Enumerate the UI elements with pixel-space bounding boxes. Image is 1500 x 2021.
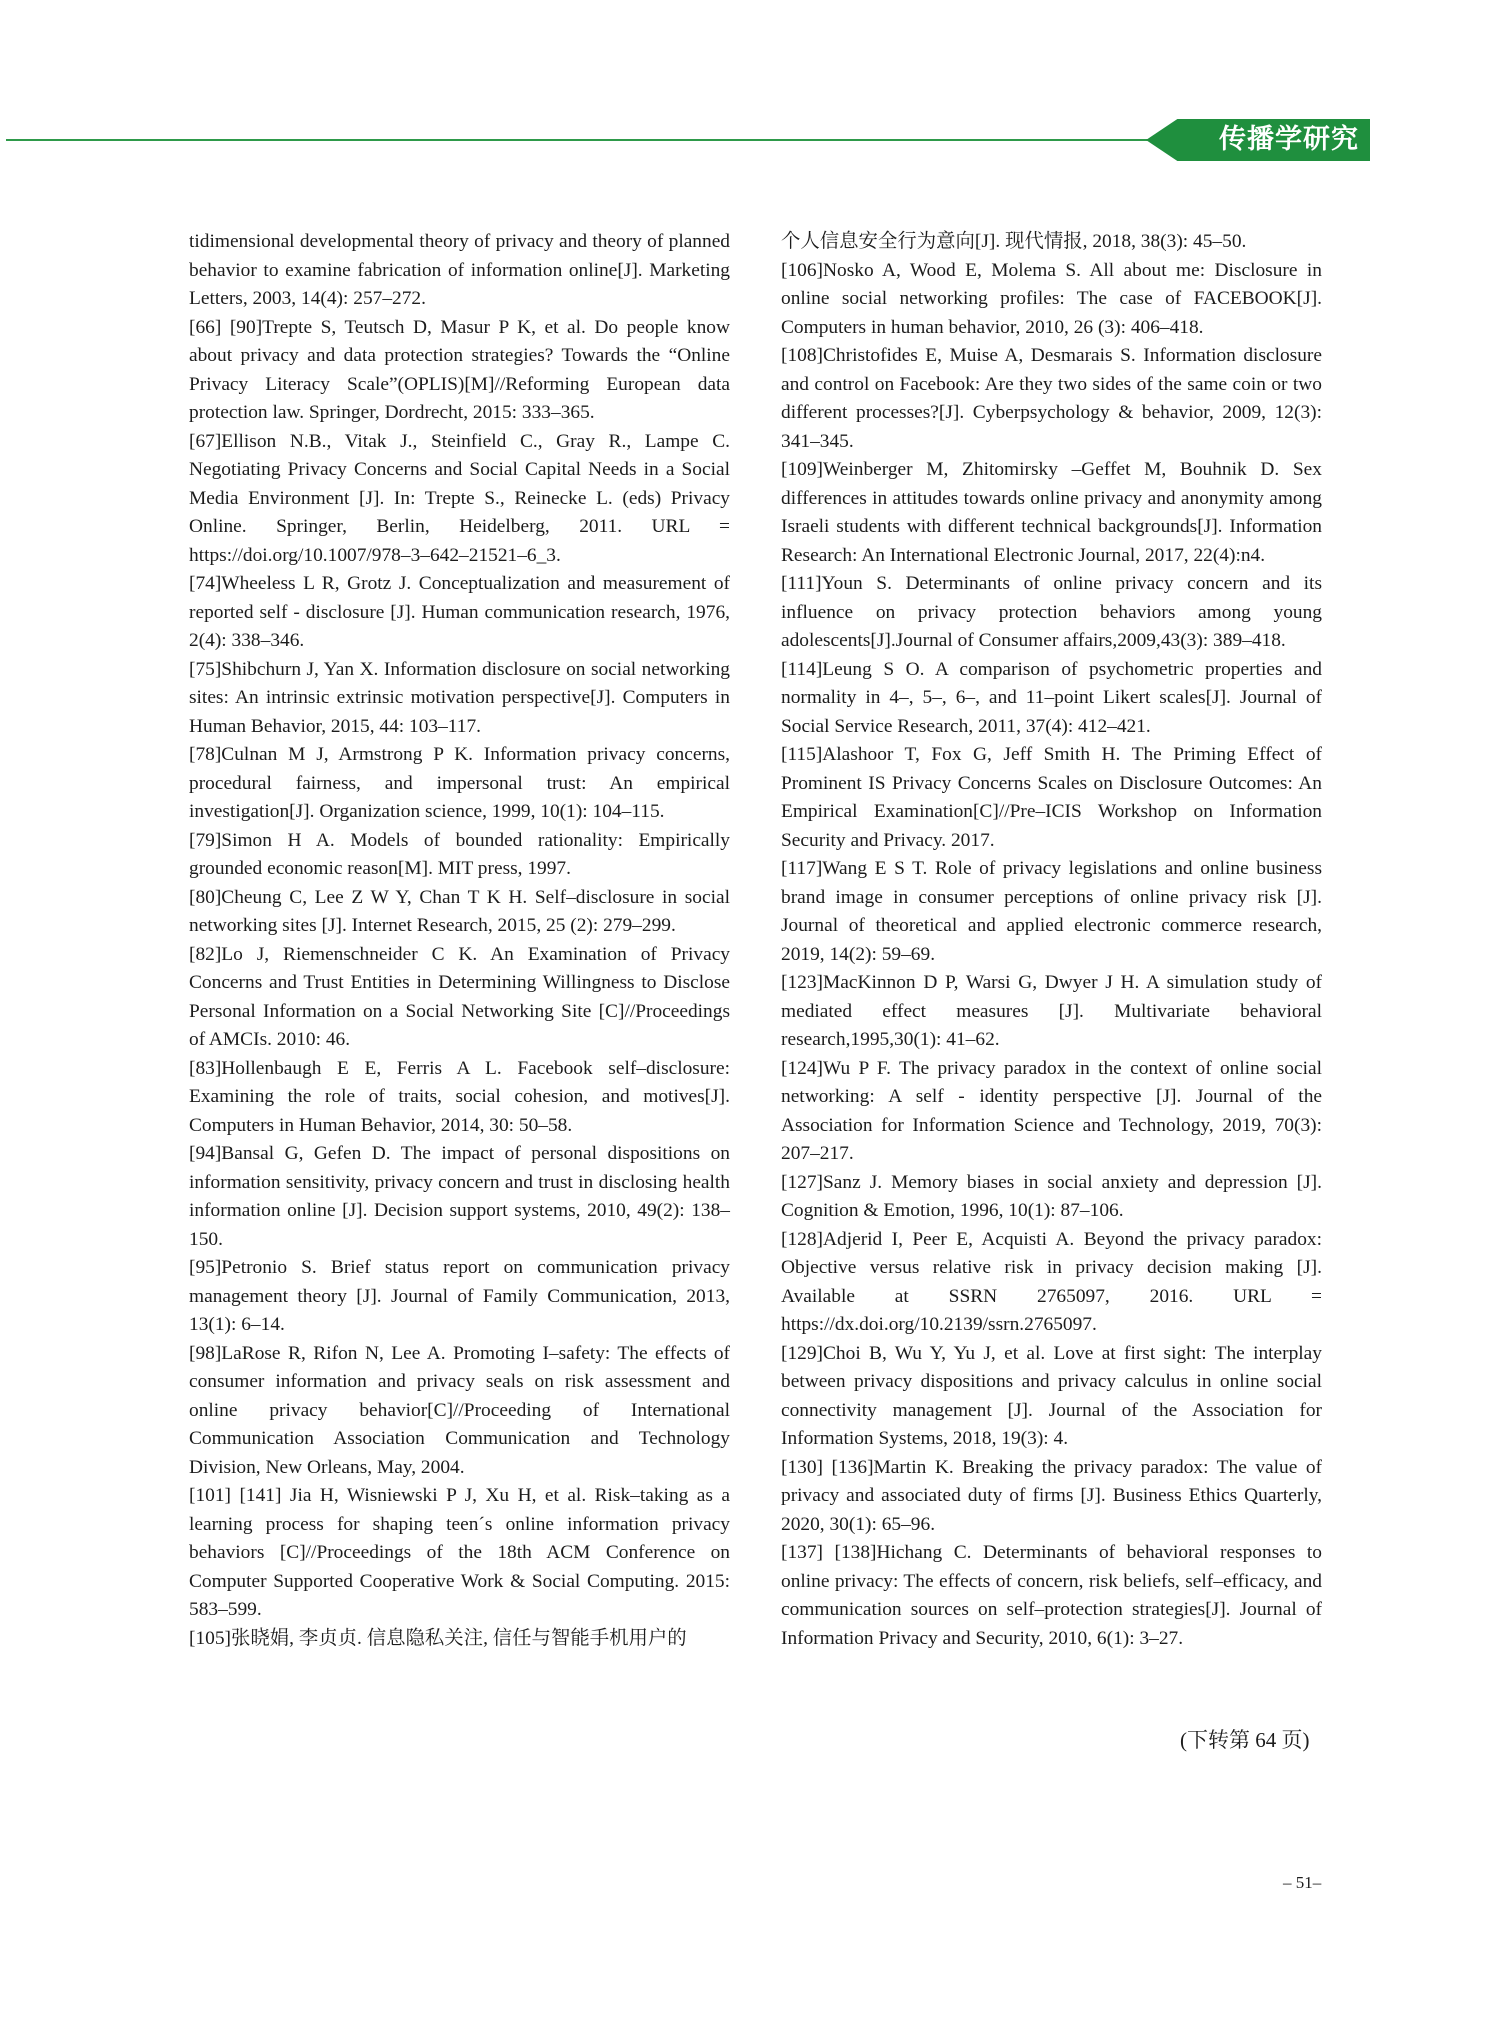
- section-title: 传播学研究: [1219, 124, 1359, 155]
- reference-entry: [127]Sanz J. Memory biases in social anxiety and depression [J]. Cognition & Emotion, 1996, 10(1): 87–106.: [781, 1171, 1322, 1221]
- reference-entry: [95]Petronio S. Brief status report on communication privacy management theory [J]. Journal of Family Communication, 2013, 13(1): 6–14.: [189, 1257, 730, 1335]
- references-right-column: [781, 228, 1322, 1653]
- reference-entry: [83]Hollenbaugh E E, Ferris A L. Facebook self–disclosure: Examining the role of traits, social cohesion, and motives[J]. Computers in Human Behavior, 2014, 30: 50–58.: [189, 1057, 730, 1136]
- reference-entry: [105]张晓娟, 李贞贞. 信息隐私关注, 信任与智能手机用户的: [189, 1627, 687, 1649]
- reference-entry: [80]Cheung C, Lee Z W Y, Chan T K H. Self–disclosure in social networking sites [J]. Internet Research, 2015, 25 (2): 279–299.: [189, 886, 730, 936]
- reference-entry: [117]Wang E S T. Role of privacy legislations and online business brand image in consumer perceptions of online privacy risk [J]. Journal of theoretical and applied electronic commerce research, 2019, 14(2): 59–69.: [781, 858, 1322, 965]
- reference-entry: [98]LaRose R, Rifon N, Lee A. Promoting I–safety: The effects of consumer information and privacy seals on risk assessment and online privacy behavior[C]//Proceeding of International Communication Association Communication and Technology Division, New Orleans, May, 2004.: [189, 1342, 730, 1478]
- reference-entry: [94]Bansal G, Gefen D. The impact of personal dispositions on information sensitivity, privacy concern and trust in disclosing health information online [J]. Decision support systems, 2010, 49(2): 138–150.: [189, 1143, 730, 1250]
- reference-entry: [114]Leung S O. A comparison of psychometric properties and normality in 4–, 5–, 6–, and 11–point Likert scales[J]. Journal of Social Service Research, 2011, 37(4): 412–421.: [781, 658, 1322, 737]
- reference-entry: [75]Shibchurn J, Yan X. Information disclosure on social networking sites: An intrinsic extrinsic motivation perspective[J]. Computers in Human Behavior, 2015, 44: 103–117.: [189, 658, 730, 737]
- reference-entry: [74]Wheeless L R, Grotz J. Conceptualization and measurement of reported self - disclosure [J]. Human communication research, 1976, 2(4): 338–346.: [189, 573, 730, 651]
- reference-entry: 个人信息安全行为意向[J]. 现代情报, 2018, 38(3): 45–50.: [781, 231, 1247, 252]
- reference-entry: [128]Adjerid I, Peer E, Acquisti A. Beyond the privacy paradox: Objective versus relative risk in privacy decision making [J]. Available at SSRN 2765097, 2016. URL = https://dx.doi.org/10.2139/ssrn.2765097.: [781, 1228, 1322, 1335]
- reference-entry: [124]Wu P F. The privacy paradox in the context of online social networking: A self - identity perspective [J]. Journal of the Association for Information Science and Technology, 2019, 70(3): 207–217.: [781, 1057, 1322, 1164]
- reference-entry: [66] [90]Trepte S, Teutsch D, Masur P K, et al. Do people know about privacy and data protection strategies? Towards the “Online Privacy Literacy Scale”(OPLIS)[M]//Reforming European data protection law. Springer, Dordrecht, 2015: 333–365.: [189, 316, 730, 423]
- page-number: – 51–: [1283, 1873, 1322, 1892]
- reference-entry: [82]Lo J, Riemenschneider C K. An Examination of Privacy Concerns and Trust Entities in Determining Willingness to Disclose Personal Information on a Social Networking Site [C]//Proceedings of AMCIs. 2010: 46.: [189, 943, 730, 1050]
- reference-entry: tidimensional developmental theory of privacy and theory of planned behavior to examine fabrication of information online[J]. Marketing Letters, 2003, 14(4): 257–272.: [189, 231, 730, 309]
- reference-entry: [123]MacKinnon D P, Warsi G, Dwyer J H. A simulation study of mediated effect measures [J]. Multivariate behavioral research,1995,30(1): 41–62.: [781, 972, 1322, 1050]
- header-rule: [6, 139, 1156, 141]
- reference-entry: [101] [141] Jia H, Wisniewski P J, Xu H, et al. Risk–taking as a learning process for shaping teen´s online information privacy behaviors [C]//Proceedings of the 18th ACM Conference on Computer Supported Cooperative Work & Social Computing. 2015: 583–599.: [189, 1485, 730, 1620]
- reference-entry: [108]Christofides E, Muise A, Desmarais S. Information disclosure and control on Facebook: Are they two sides of the same coin or two different processes?[J]. Cyberpsychology & behavior, 2009, 12(3): 341–345.: [781, 345, 1322, 452]
- reference-entry: [67]Ellison N.B., Vitak J., Steinfield C., Gray R., Lampe C. Negotiating Privacy Concerns and Social Capital Needs in a Social Media Environment [J]. In: Trepte S., Reinecke L. (eds) Privacy Online. Springer, Berlin, Heidelberg, 2011. URL = https://doi.org/10.1007/978–3–642–21521–6_3.: [189, 430, 730, 566]
- reference-entry: [130] [136]Martin K. Breaking the privacy paradox: The value of privacy and associated duty of firms [J]. Business Ethics Quarterly, 2020, 30(1): 65–96.: [781, 1456, 1322, 1535]
- reference-entry: [129]Choi B, Wu Y, Yu J, et al. Love at first sight: The interplay between privacy dispositions and privacy calculus in online social connectivity management [J]. Journal of the Association for Information Systems, 2018, 19(3): 4.: [781, 1342, 1322, 1449]
- references-left-column: [189, 228, 730, 1653]
- reference-entry: [111]Youn S. Determinants of online privacy concern and its influence on privacy protection behaviors among young adolescents[J].Journal of Consumer affairs,2009,43(3): 389–418.: [781, 573, 1322, 651]
- reference-entry: [78]Culnan M J, Armstrong P K. Information privacy concerns, procedural fairness, and impersonal trust: An empirical investigation[J]. Organization science, 1999, 10(1): 104–115.: [189, 744, 730, 822]
- reference-entry: [137] [138]Hichang C. Determinants of behavioral responses to online privacy: The effects of concern, risk beliefs, self–efficacy, and communication sources on self–protection strategies[J]. Journal of Information Privacy and Security, 2010, 6(1): 3–27.: [781, 1542, 1322, 1649]
- reference-entry: [79]Simon H A. Models of bounded rationality: Empirically grounded economic reason[M]. MIT press, 1997.: [189, 829, 730, 879]
- reference-entry: [106]Nosko A, Wood E, Molema S. All about me: Disclosure in online social networking profiles: The case of FACEBOOK[J]. Computers in human behavior, 2010, 26 (3): 406–418.: [781, 259, 1322, 338]
- reference-entry: [115]Alashoor T, Fox G, Jeff Smith H. The Priming Effect of Prominent IS Privacy Concerns Scales on Disclosure Outcomes: An Empirical Examination[C]//Pre–ICIS Workshop on Information Security and Privacy. 2017.: [781, 744, 1322, 851]
- reference-entry: [109]Weinberger M, Zhitomirsky –Geffet M, Bouhnik D. Sex differences in attitudes towards online privacy and anonymity among Israeli students with different technical backgrounds[J]. Information Research: An International Electronic Journal, 2017, 22(4):n4.: [781, 459, 1322, 566]
- continued-note: (下转第 64 页): [1180, 1728, 1310, 1752]
